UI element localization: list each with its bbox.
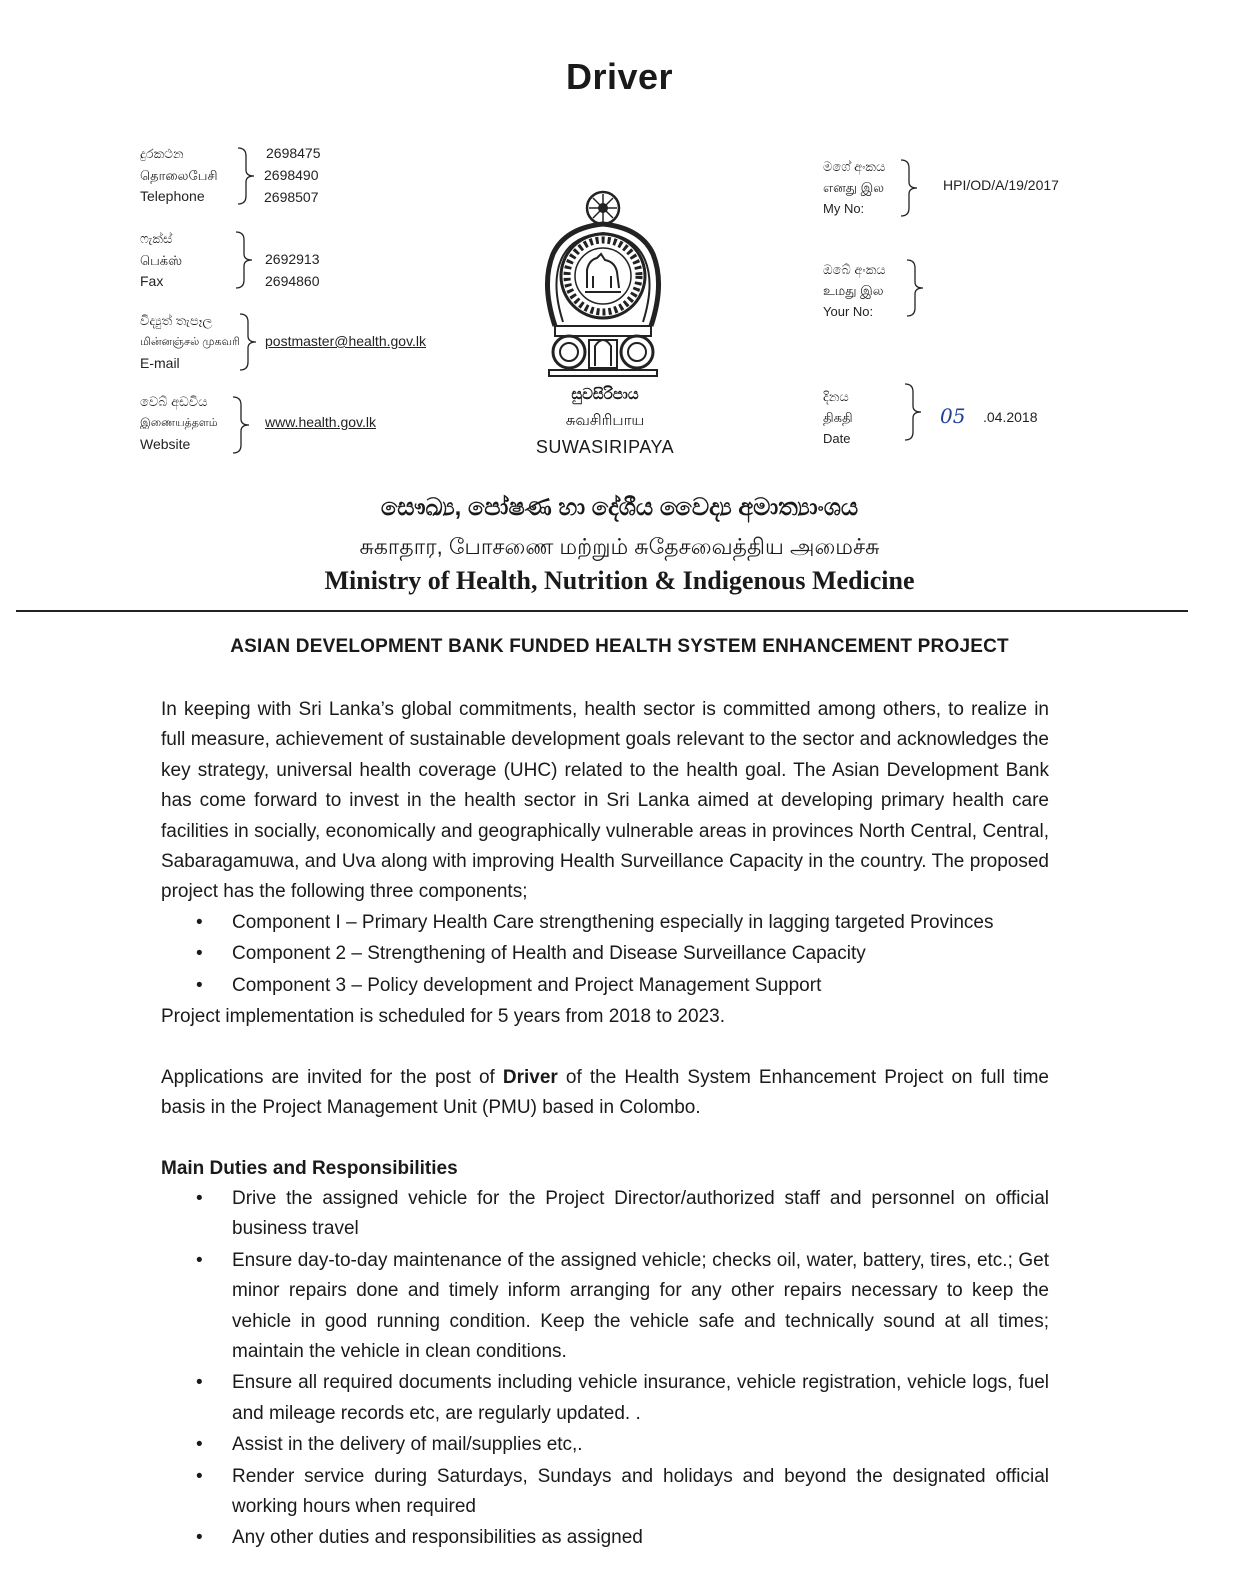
- date-brace-icon: [901, 382, 923, 442]
- my-no-value: HPI/OD/A/19/2017: [943, 177, 1059, 193]
- applications-post: Driver: [502, 1067, 558, 1088]
- telephone-brace-icon: [234, 146, 256, 206]
- telephone-number: 2698475: [266, 145, 321, 161]
- date-label: [823, 386, 853, 449]
- duties-heading: Main Duties and Responsibilities: [161, 1158, 458, 1179]
- applications-text-before: Applications are invited for the post of: [161, 1067, 503, 1088]
- telephone-label: [140, 143, 218, 208]
- crest-caption-si: සුවසිරිපාය: [571, 386, 639, 403]
- telephone-label-ta: தொலைபேசி: [140, 167, 218, 183]
- email-label: [140, 310, 240, 375]
- date-label-en: Date: [823, 431, 851, 446]
- telephone-number: 2698507: [264, 189, 319, 205]
- my-no-label-si: මගේ අංකය: [823, 159, 886, 174]
- telephone-label-en: Telephone: [140, 188, 205, 204]
- ministry-name-si: සෞඛ්‍ය, පෝෂණ හා දේශීය වෛද්‍ය අමාත්‍යාංශය: [380, 494, 859, 521]
- your-no-label-en: Your No:: [823, 304, 874, 319]
- list-item: • Render service during Saturdays, Sundays and holidays and beyond the designated official working hours when required: [161, 1462, 1049, 1523]
- telephone-label-si: දුරකථන: [140, 146, 184, 161]
- fax-label-ta: பெக்ஸ்: [140, 252, 183, 268]
- components-list: [161, 908, 1049, 1002]
- applications-text-after: of the Health System Enhancement Project on full time basis in the Project Management Unit (PMU) based in Colombo.: [161, 1067, 1049, 1119]
- implementation-text: Project implementation is scheduled for 5 years from 2018 to 2023.: [161, 1006, 725, 1027]
- website-link[interactable]: www.health.gov.lk: [265, 414, 377, 430]
- applications-paragraph: [161, 1063, 1049, 1124]
- your-no-label: [823, 259, 886, 322]
- telephone-number: 2698490: [264, 167, 319, 183]
- my-no-label-ta: எனது இல: [823, 180, 885, 195]
- list-item: • Assist in the delivery of mail/supplies etc,.: [161, 1430, 1049, 1460]
- website-label: [140, 391, 218, 456]
- fax-number: 2692913: [265, 251, 320, 267]
- intro-paragraph: In keeping with Sri Lanka’s global commitments, health sector is committed among others, to realize in full measure, achievement of sustainable development goals relevant to the sector and acknowledges the key strategy, universal health coverage (UHC) related to the health goal. The Asian Development Bank has come forward to invest in the health sector in Sri Lanka aimed at developing primary health care facilities in socially, economically and geographically vulnerable areas in provinces North Central, Central, Sabaragamuwa, and Uva along with improving Health Surveillance Capacity in the country. The proposed project has the following three components;: [161, 699, 1049, 903]
- email-brace-icon: [236, 312, 258, 372]
- list-item: • Component 2 – Strengthening of Health and Disease Surveillance Capacity: [161, 939, 1049, 969]
- my-no-brace-icon: [897, 158, 919, 218]
- list-item: • Component 3 – Policy development and Project Management Support: [161, 971, 1049, 1001]
- your-no-label-si: ඔබේ අංකය: [823, 262, 886, 277]
- fax-number: 2694860: [265, 273, 320, 289]
- fax-label: [140, 228, 182, 293]
- list-item: • Drive the assigned vehicle for the Project Director/authorized staff and personnel on official business travel: [161, 1184, 1049, 1245]
- crest-caption-en: SUWASIRIPAYA: [535, 437, 675, 457]
- fax-numbers: [265, 248, 320, 292]
- your-no-label-ta: உமது இல: [823, 283, 884, 298]
- date-label-si: දිනය: [823, 389, 849, 404]
- crest-caption-ta: சுவசிரிபாய: [565, 412, 645, 429]
- website-label-en: Website: [140, 436, 191, 452]
- header-divider: [16, 610, 1188, 612]
- telephone-numbers: [266, 142, 321, 208]
- website-label-ta: இணையத்தளம்: [140, 416, 218, 429]
- duties-list: [161, 1184, 1049, 1555]
- email-label-en: E-mail: [140, 355, 180, 371]
- fax-label-en: Fax: [140, 273, 164, 289]
- list-item: • Ensure all required documents including vehicle insurance, vehicle registration, vehicle logs, fuel and mileage records etc, are regularly updated. .: [161, 1368, 1049, 1429]
- email-link[interactable]: postmaster@health.gov.lk: [265, 333, 427, 349]
- document-title: Driver: [565, 56, 674, 97]
- my-no-label: [823, 156, 885, 219]
- date-value: .04.2018: [983, 409, 1038, 425]
- email-label-si: විද්‍යුත් තැපෑල: [140, 313, 213, 328]
- project-title: ASIAN DEVELOPMENT BANK FUNDED HEALTH SYSTEM ENHANCEMENT PROJECT: [230, 636, 1009, 657]
- my-no-label-en: My No:: [823, 201, 865, 216]
- national-emblem-icon: [535, 184, 671, 380]
- crest-caption: [505, 382, 705, 460]
- ministry-name-en: Ministry of Health, Nutrition & Indigenous Medicine: [324, 566, 915, 595]
- email-label-ta: மின்னஞ்சல் முகவரி: [140, 335, 240, 348]
- website-brace-icon: [229, 395, 251, 455]
- ministry-name-ta: சுகாதார, போசணை மற்றும் சுதேசவைத்திய அமைச்சு: [359, 534, 880, 559]
- date-label-ta: திகதி: [823, 410, 853, 425]
- your-no-brace-icon: [903, 258, 925, 318]
- list-item: • Component I – Primary Health Care strengthening especially in lagging targeted Provinces: [161, 908, 1049, 938]
- fax-label-si: ෆැක්ස්: [140, 231, 173, 246]
- fax-brace-icon: [232, 230, 254, 290]
- list-item: • Ensure day-to-day maintenance of the assigned vehicle; checks oil, water, battery, tires, etc.; Get minor repairs done and timely inform arranging for any other repairs necessary to keep the vehicle in good running condition. Keep the vehicle safe and technically sound at all times; maintain the vehicle in clean conditions.: [161, 1246, 1049, 1368]
- website-label-si: වෙබ් අඩවිය: [140, 394, 208, 409]
- list-item: • Any other duties and responsibilities as assigned: [161, 1523, 1049, 1553]
- date-day-handwritten: 05: [940, 404, 966, 428]
